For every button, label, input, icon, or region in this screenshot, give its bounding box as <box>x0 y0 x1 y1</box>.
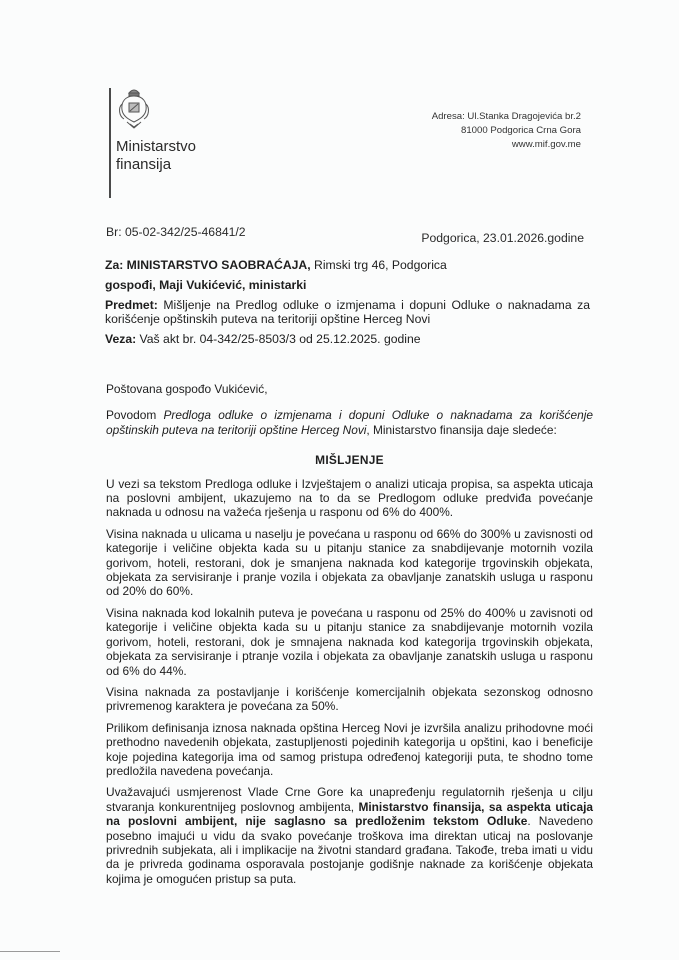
address-block <box>432 110 581 152</box>
address-street: Adresa: Ul.Stanka Dragojevića br.2 <box>431 111 581 122</box>
body-paragraph: Visina naknada u ulicama u naselju je povećana u rasponu od 66% do 300% u zavisnosti od kategorije i veličine objekta kada su u pitanju stanice za snabdijevanje motornih vozila gorivom, hoteli, restorani, dok je smanjena naknada kod kategorije trgovinskih objekata, objekata za servisiranje i pranje vozila i objekata za obavljanje zanatskih usluga u rasponu od 20% do 60%. <box>106 526 593 599</box>
recipient-block <box>105 258 590 346</box>
reference-label: Veza: <box>105 332 137 346</box>
intro-suffix: , Ministarstvo finansija daje sledeće: <box>366 422 557 437</box>
reference-number: Br: 05-02-342/25-46841/2 <box>106 225 246 239</box>
conclusion-suffix: . Navedeno posebno imajući u vidu da svako povećanje troškova ima direktan uticaj na poslovanje privrednih subjekata, ali i implikacije na životni standard građana. Takođe, treba imati u vidu da je privreda godinama osporavala postojanje godišnje naknade za korišćenje objekata kojima je omogućen pristup sa puta. <box>106 814 593 886</box>
reference-text: Vaš akt br. 04-342/25-8503/3 od 25.12.2025. godine <box>136 332 421 346</box>
to-label: Za: <box>105 258 124 272</box>
address-city: 81000 Podgorica Crna Gora <box>461 125 581 136</box>
subject-label: Predmet: <box>105 298 158 312</box>
scan-edge-mark <box>0 951 60 952</box>
body-paragraph: Prilikom definisanja iznosa naknada opština Herceg Novi je izvršila analizu prihodovne moći prethodno navedenih objekata, zastupljenosti pojedinih kategorija u opštini, kao i beneficije koje pojedina kategorija ima od samog pristupa određenoj kategoriji puta, te shodno tome predložila navedena povećanja. <box>106 720 593 778</box>
ministry-name-line1: Ministarstvo <box>116 138 197 155</box>
recipient-address: Rimski trg 46, Podgorica <box>310 258 447 272</box>
coat-of-arms-icon <box>117 86 151 130</box>
addressee-line <box>105 278 590 292</box>
addressee: gospođi, Maji Vukićević, ministarki <box>105 278 307 292</box>
ministry-name-line2: finansija <box>116 156 172 173</box>
letter-body <box>106 382 593 893</box>
intro-paragraph <box>106 408 593 437</box>
intro-document-title: Predloga odluke o izmjenama i dopuni Odluke o naknadama za korišćenje opštinskih puteva na teritoriji opštine Herceg Novi <box>106 408 593 437</box>
body-paragraph: Visina naknada za postavljanje i korišćenje komercijalnih objekata sezonskog odnosno privremenog karaktera je povećana za 50%. <box>106 684 593 714</box>
letterhead-divider <box>109 88 111 198</box>
recipient-line <box>105 258 590 272</box>
website-link[interactable]: www.mif.gov.me <box>511 139 581 150</box>
body-paragraph: Visina naknada kod lokalnih puteva je povećana u rasponu od 25% do 400% u zavisnoti od kategorije i veličine objekta kada su u pitanju stanice za snabdijevanje motornih vozila gorivom, hoteli, restorani, dok je smnajena naknada kod kategorija trgovinskih objekata, objekata za servisiranje i ptranje vozila i objekata za obavljanje zanatskih usluga u rasponu od 6% do 44%. <box>106 605 593 678</box>
ministry-name <box>116 138 196 174</box>
section-heading: MIŠLJENJE <box>315 453 384 468</box>
greeting: Poštovana gospođo Vukićević, <box>106 382 268 396</box>
place-date: Podgorica, 23.01.2026.godine <box>421 231 584 245</box>
conclusion-verdict: Ministarstvo finansija, sa aspekta uticaja na poslovni ambijent, nije saglasno sa predloženim tekstom Odluke <box>106 799 593 829</box>
conclusion-paragraph <box>106 785 593 886</box>
subject-line <box>105 298 590 326</box>
conclusion-prefix: Uvažavajući usmjerenost Vlade Crne Gore ka unapređenju regulatornih rješenja u cilju stvaranja konkurentnijeg poslovnog ambijenta, <box>106 785 593 814</box>
reference-line <box>105 332 590 346</box>
subject-text: Mišljenje na Predlog odluke o izmjenama i dopuni Odluke o naknadama za korišćenje opštinskih puteva na teritoriji opštine Herceg Novi <box>105 298 590 326</box>
intro-prefix: Povodom <box>106 408 164 423</box>
body-paragraph: U vezi sa tekstom Predloga odluke i Izvještajem o analizi uticaja propisa, sa aspekta uticaja na poslovni ambijent, ukazujemo na to da se Predlogom odluke predviđa povećanje naknada u odnosu na važeća rješenja u rasponu od 6% do 400%. <box>106 476 593 520</box>
recipient-org: MINISTARSTVO SAOBRAĆAJA, <box>126 258 311 272</box>
